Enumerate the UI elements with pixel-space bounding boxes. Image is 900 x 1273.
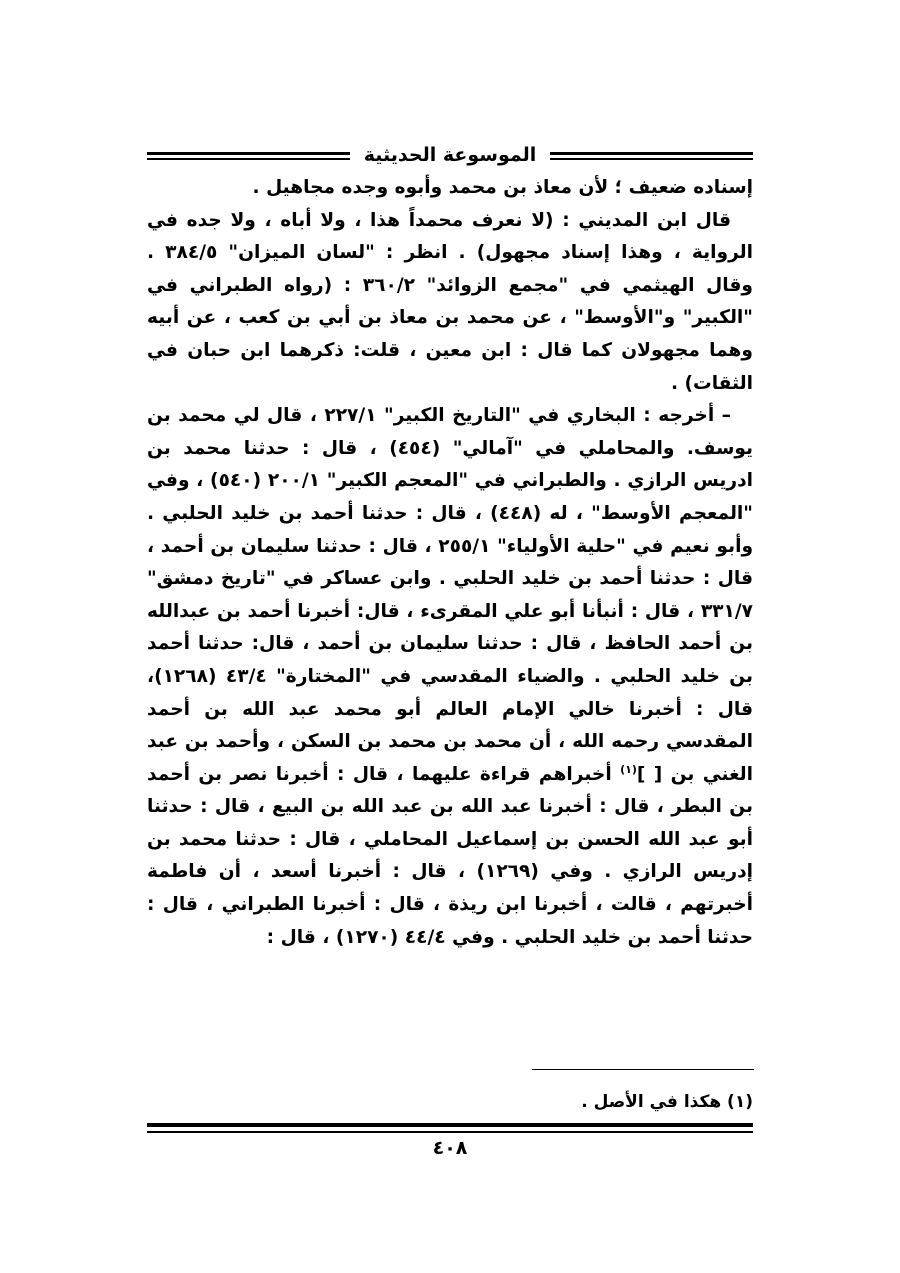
header-title-text: الموسوعة الحديثية: [350, 144, 551, 166]
footnote: (١) هكذا في الأصل .: [581, 1092, 753, 1112]
opening-line: إسناده ضعيف ؛ لأن معاذ بن محمد وأبوه وجده مجاهيل .: [252, 177, 753, 198]
paragraph-2-part-2: أخبراهم قراءة عليهما ، قال : أخبرنا نصر بن أحمد بن البطر ، قال : أخبرنا عبد الله بن عبد الله بن البيع ، قال : حدثنا أبو عبد الله الحسن بن إسماعيل المحاملي ، قال : حدثنا محمد بن إدريس الرازي . وفي (١٢٦٩) ، قال : أخبرنا أسعد ، أن فاطمة أخبرتهم ، قالت ، أخبرنا ابن ريذة ، قال : أخبرنا الطبراني ، قال : حدثنا أحمد بن خليد الحلبي . وفي ٤٤/٤ (١٢٧٠) ، قال :: [147, 763, 753, 948]
footer-rule-thin: [147, 1131, 753, 1133]
footnote-marker: (١): [620, 762, 637, 776]
running-header: [147, 140, 753, 170]
paragraph-2-part-1: – أخرجه : البخاري في "التاريخ الكبير" ٢٢٧/١ ، قال لي محمد بن يوسف. والمحاملي في "آمالي" (٤٥٤) ، قال : حدثنا محمد بن ادريس الرازي . والطبراني في "المعجم الكبير" ٢٠٠/١ (٥٤٠) ، وفي "المعجم الأوسط" ، له (٤٤٨) ، قال : حدثنا أحمد بن خليد الحلبي . وأبو نعيم في "حلية الأولياء" ٢٥٥/١ ، قال : حدثنا سليمان بن أحمد ، قال : حدثنا أحمد بن خليد الحلبي . وابن عساكر في "تاريخ دمشق" ٣٣١/٧ ، قال : أنبأنا أبو علي المقرىء ، قال: أخبرنا أحمد بن عبدالله بن أحمد الحافظ ، قال : حدثنا سليمان بن أحمد ، قال: حدثنا أحمد بن خليد الحلبي . والضياء المقدسي في "المختارة" ٤٣/٤ (١٢٦٨)، قال : أخبرنا خالي الإمام العالم أبو محمد عبد الله بن أحمد المقدسي رحمه الله ، أن محمد بن محمد بن السكن ، وأحمد بن عبد الغني بن [ ]: [147, 405, 753, 785]
page-number: ٤٠٨: [432, 1137, 468, 1159]
header-title: [147, 144, 753, 166]
paragraph-2: [147, 400, 753, 954]
footer-rule-thick: [147, 1123, 753, 1127]
footnote-separator: [532, 1069, 754, 1070]
paragraph-1: قال ابن المديني : (لا نعرف محمداً هذا ، ولا أباه ، ولا جده في الرواية ، وهذا إسناد مجهول) . انظر : "لسان الميزان" ٣٨٤/٥ . وقال الهيثمي في "مجمع الزوائد" ٣٦٠/٢ : (رواه الطبراني في "الكبير" و"الأوسط" ، عن محمد بن معاذ بن أبي بن كعب ، عن أبيه وهما مجهولان كما قال : ابن معين ، قلت: ذكرهما ابن حبان في الثقات) .: [147, 209, 753, 394]
main-text: [147, 172, 753, 954]
